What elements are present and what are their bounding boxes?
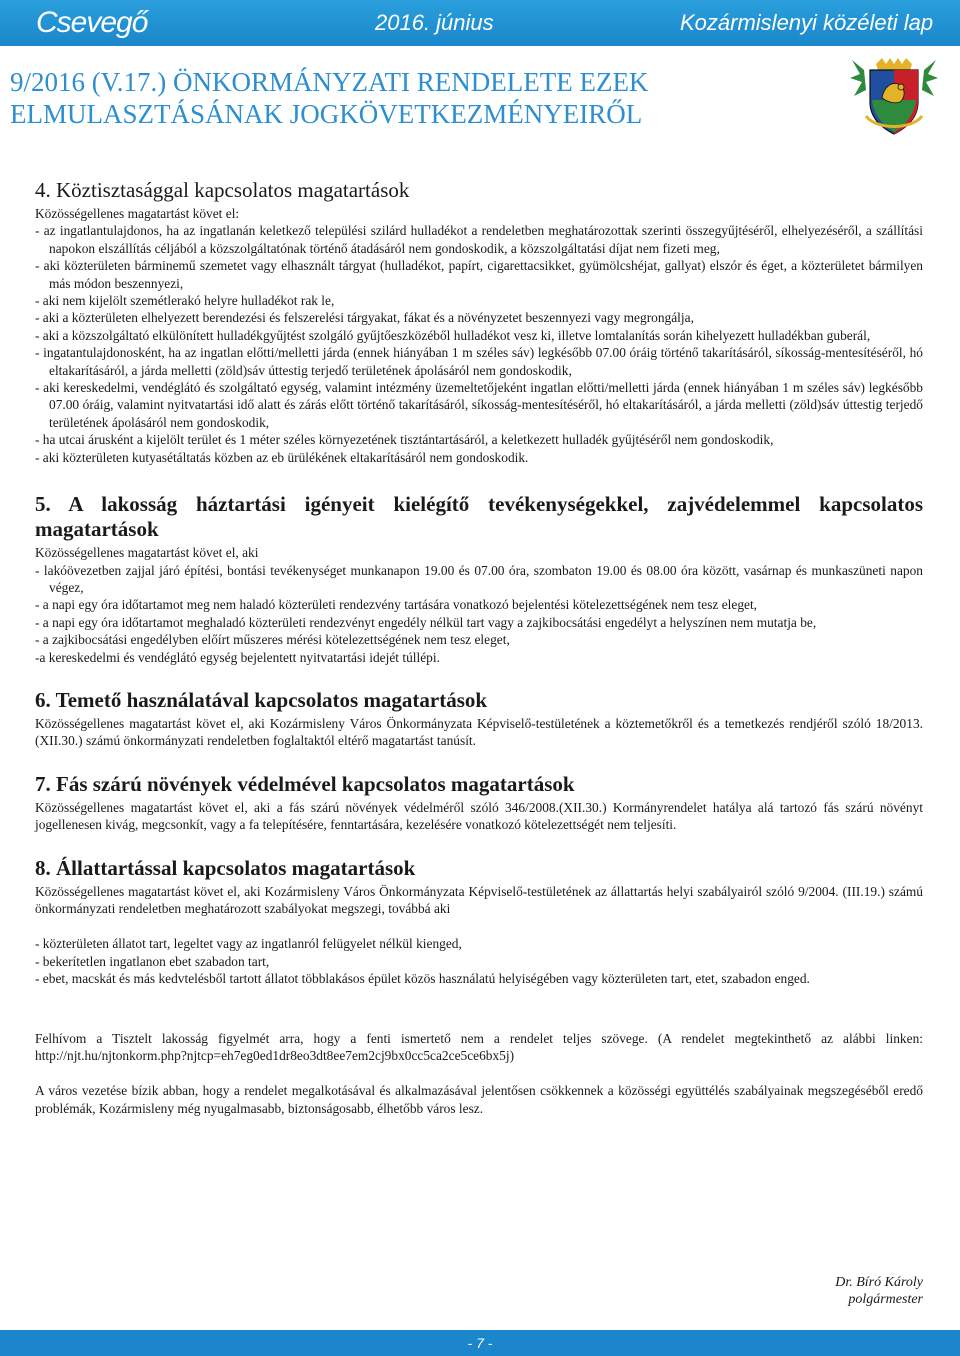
signatory-role: polgármester [848, 1292, 923, 1307]
header-bar [0, 0, 960, 46]
list-item: - a napi egy óra időtartamot meg nem haladó közterületi rendezvény tartására vonatkozó bejelentési kötelezettségének nem tesz eleget, [35, 597, 758, 613]
list-item: - aki a közterületen elhelyezett berendezési és felszerelési tárgyakat, fákat és a növényzetet beszennyezi vagy megrongálja, [35, 310, 694, 326]
page-number: - 7 - [0, 1330, 960, 1356]
list-item: - aki nem kijelölt szemétlerakó helyre hulladékot rak le, [35, 293, 335, 309]
signatory-name: Dr. Bíró Károly [835, 1275, 923, 1290]
section-8-list [35, 935, 923, 987]
issue-date: 2016. június [375, 10, 494, 35]
list-item: - a napi egy óra időtartamot meghaladó közterületi rendezvényt engedély nélkül tart vagy a zajkibocsátási engedélyt a helyszínen nem mutatja be, [35, 614, 817, 630]
list-item: - aki kereskedelmi, vendéglátó és szolgáltató egység, valamint intézmény üzemeltetőjeként ingatlan előtti/melletti járda (ennek hiányában 1 m széles sáv) legkésőbb 07.00 óráig, valamint nyitvatartási idő alatt és zárás előtt történő takarításáról, síkosság-mentesítéséről, hó eltakarításáról, a járda melletti (zöld)sáv úttestig terjedő területének ápolásáról nem gondoskodik, [35, 380, 923, 430]
list-item: - ha utcai árusként a kijelölt terület és 1 méter széles környezetének tisztántartásáról, a keletkezett hulladék gyűjtéséről nem gondoskodik, [35, 432, 774, 448]
list-item: - a zajkibocsátási engedélyben előírt műszeres mérési kötelezettségének nem tesz eleget, [35, 632, 510, 648]
section-7-heading: 7. Fás szárú növények védelmével kapcsolatos magatartások [35, 771, 575, 796]
coat-of-arms-icon [846, 56, 942, 138]
section-4-list [35, 222, 923, 466]
article-body [35, 178, 923, 1117]
page-title: 9/2016 (V.17.) ÖNKORMÁNYZATI RENDELETE EZEK ELMULASZTÁSÁNAK JOGKÖVETKEZMÉNYEIRŐL [10, 67, 649, 129]
section-8-body: Közösségellenes magatartást követ el, aki Kozármisleny Város Önkormányzata Képviselő-testületének az állattartás helyi szabályairól szóló 9/2004. (III.19.) számú önkormányzati rendeletben meghatározott szabályokat megszegi, továbbá aki [35, 883, 923, 916]
publication-subtitle: Kozármislenyi közéleti lap [680, 10, 934, 35]
list-item: - az ingatlantulajdonos, ha az ingatlanán keletkező települési szilárd hulladékot a rendeletben meghatározottak szerinti összegyűjtéséről, elhelyezéséről, a szállítási napokon elszállítás céljából a közszolgáltatónak történő átadásáról nem gondoskodik, a közszolgáltatási díjat nem fizeti meg, [35, 223, 923, 256]
closing-paragraph: A város vezetése bízik abban, hogy a rendelet megalkotásával és alkalmazásával jelentősen csökkennek a közösségi együttélés szabályainak megszegéséből eredő problémák, Kozármisleny még nyugalmasabb, biztonságosabb, élhetőbb város lesz. [35, 1083, 923, 1116]
section-4-heading: 4. Köztisztasággal kapcsolatos magatartások [35, 178, 410, 202]
section-4-intro: Közösségellenes magatartást követ el: [35, 206, 240, 221]
section-7-body: Közösségellenes magatartást követ el, aki a fás szárú növények védelméről szóló 346/2008.(XII.30.) Kormányrendelet hatálya alá tartozó fás szárú növényt jogellenesen kivág, megcsonkít, vagy a fa telepítésére, fenntartására, kezelésére vonatkozó kötelezettségét nem teljesíti. [35, 799, 923, 833]
signature-block [835, 1274, 923, 1308]
list-item: - aki közterületen bárminemű szemetet vagy elhasznált tárgyat (hulladékot, papírt, cigarettacsikket, gyümölcshéjat, gallyat) elszór és éget, a közterületet bármilyen más módon beszennyezi, [35, 258, 923, 291]
list-item: - ingatantulajdonosként, ha az ingatlan előtti/melletti járda (ennek hiányában 1 m széles sáv) legkésőbb 07.00 óráig történő takarításáról, síkosság-mentesítéséről, hó eltakarításáról, a járda melletti (zöld)sáv úttestig terjedő területének ápolásáról nem gondoskodik, [35, 345, 923, 378]
list-item: - aki a közszolgáltató elkülönített hulladékgyűjtést szolgáló gyűjtőeszközéből hulladékot vesz ki, illetve lomtalanítás során kihelyezett hulladékban guberál, [35, 327, 871, 343]
list-item: - lakóövezetben zajjal járó építési, bontási tevékenységet munkanapon 19.00 és 07.00 óra, szombaton 19.00 és 08.00 óra között, vasárnap és munkaszüneti napon végez, [35, 562, 923, 595]
section-5-heading: 5. A lakosság háztartási igényeit kielégítő tevékenységekkel, zajvédelemmel kapcsolatos magatartások [35, 492, 923, 542]
section-6-heading: 6. Temető használatával kapcsolatos magatartások [35, 687, 488, 712]
section-6-body: Közösségellenes magatartást követ el, aki Kozármisleny Város Önkormányzata Képviselő-testületének a köztemetőkről és a temetkezés rendjéről szóló 18/2013. (XII.30.) számú önkormányzati rendeletben foglaltaktól eltérő magatartást tanúsít. [35, 715, 923, 749]
section-5-intro: Közösségellenes magatartást követ el, aki [35, 545, 259, 561]
list-item: -a kereskedelmi és vendéglátó egység bejelentett nyitvatartási idejét túllépi. [35, 649, 440, 665]
list-item: - aki közterületen kutyasétáltatás közben az eb ürülékének eltakarításáról nem gondoskodik. [35, 449, 529, 465]
section-8-heading: 8. Állattartással kapcsolatos magatartások [35, 855, 416, 880]
list-item: - közterületen állatot tart, legeltet vagy az ingatlanról felügyelet nélkül kienged, [35, 936, 462, 952]
notice-paragraph: Felhívom a Tisztelt lakosság figyelmét arra, hogy a fenti ismertető nem a rendelet teljes szövege. (A rendelet megtekinthető az alábbi linken: http://njt.hu/njtonkorm.php?njtcp=eh7eg0ed1dr8eo3dt8ee7em2cj9bx0cc5ca2ce5ce6bx5j) [35, 1030, 923, 1063]
list-item: - bekerítetlen ingatlanon ebet szabadon tart, [35, 953, 270, 969]
section-5-list [35, 562, 923, 666]
brand-logo-text: Csevegő [36, 6, 148, 39]
list-item: - ebet, macskát és más kedvtelésből tartott állatot többlakásos épület közös használatú helyiségében vagy közterületen tart, etet, szabadon enged. [35, 971, 810, 987]
